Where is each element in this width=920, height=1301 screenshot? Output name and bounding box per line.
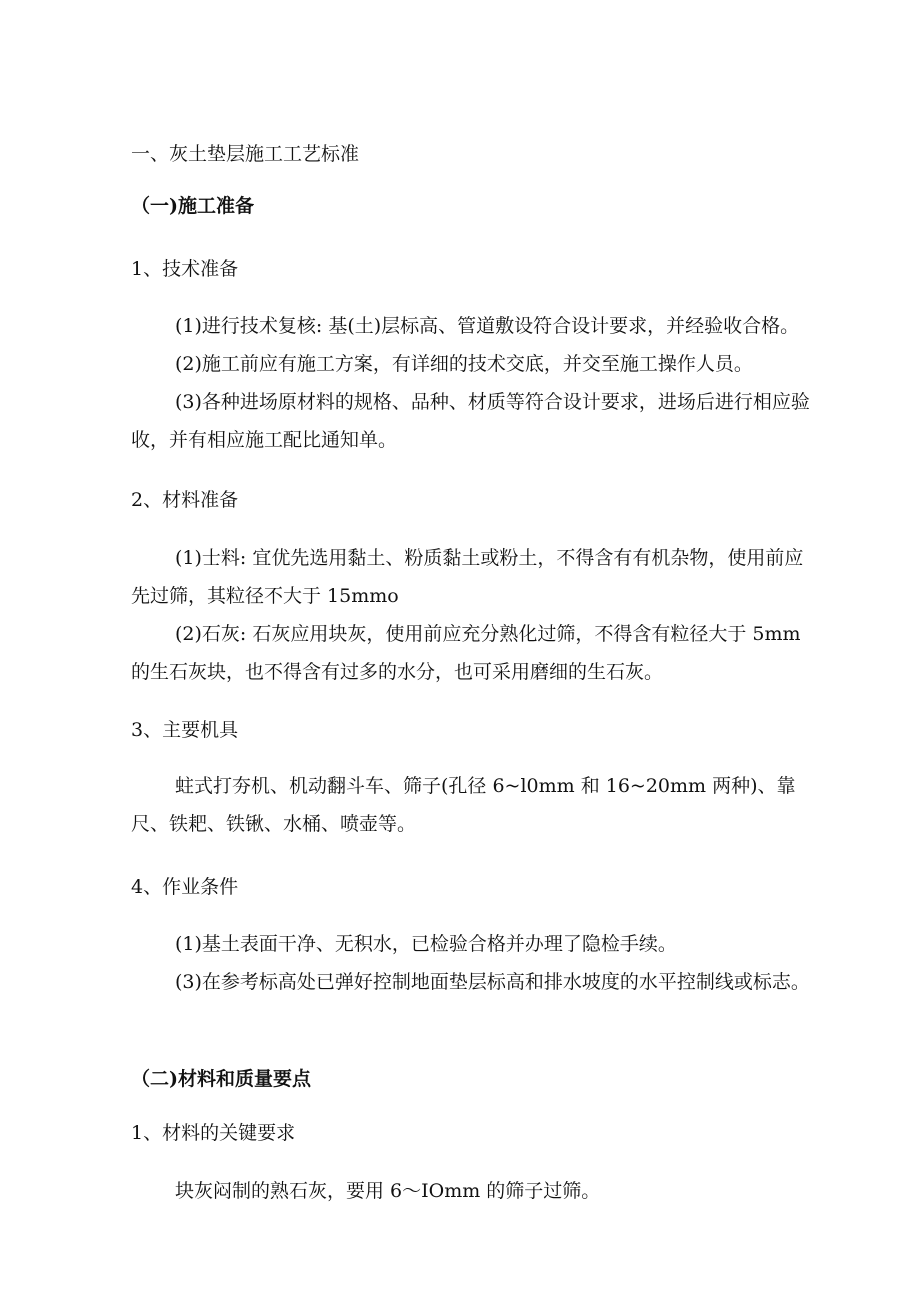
paragraph-technical-3: (3)各种进场原材料的规格、品种、材质等符合设计要求，进场后进行相应验收，并有相应施工配比通知单。 bbox=[131, 391, 810, 451]
paragraph-material-lime: (2)石灰: 石灰应用块灰，使用前应充分熟化过筛，不得含有粒径大于 5mm 的生石灰块，也不得含有过多的水分，也可采用磨细的生石灰。 bbox=[131, 623, 801, 683]
paragraph-conditions-1: (1)基土表面干净、无积水，已检验合格并办理了隐检手续。 bbox=[175, 933, 677, 955]
paragraph-conditions-3: (3)在参考标高处已弹好控制地面垫层标高和排水坡度的水平控制线或标志。 bbox=[175, 971, 810, 993]
section-heading-materials-quality: （二)材料和质量要点 bbox=[131, 1068, 311, 1090]
paragraph-technical-1: (1)进行技术复核: 基(土)层标高、管道敷设符合设计要求，并经验收合格。 bbox=[175, 315, 800, 337]
paragraph-technical-2: (2)施工前应有施工方案，有详细的技术交底，并交至施工操作人员。 bbox=[175, 353, 753, 375]
paragraph-tools: 蛀式打夯机、机动翻斗车、筛子(孔径 6~l0mm 和 16~20mm 两种)、靠尺、铁耙、铁锹、水桶、喷壶等。 bbox=[131, 775, 796, 835]
subheading-technical-preparation: 1、技术准备 bbox=[131, 258, 239, 280]
subheading-work-conditions: 4、作业条件 bbox=[131, 876, 239, 898]
section-heading-preparation: （一)施工准备 bbox=[131, 195, 254, 217]
subheading-material-preparation: 2、材料准备 bbox=[131, 489, 239, 511]
subheading-main-tools: 3、主要机具 bbox=[131, 719, 239, 741]
paragraph-requirements-1: 块灰闷制的熟石灰，要用 6～IOmm 的筛子过筛。 bbox=[175, 1180, 601, 1202]
subheading-material-requirements: 1、材料的关键要求 bbox=[131, 1122, 296, 1144]
paragraph-material-soil: (1)士料: 宜优先选用黏土、粉质黏土或粉土，不得含有有机杂物，使用前应先过筛，其粒径不大于 15mmo bbox=[131, 547, 804, 607]
document-title: 一、灰土垫层施工工艺标准 bbox=[131, 143, 360, 165]
